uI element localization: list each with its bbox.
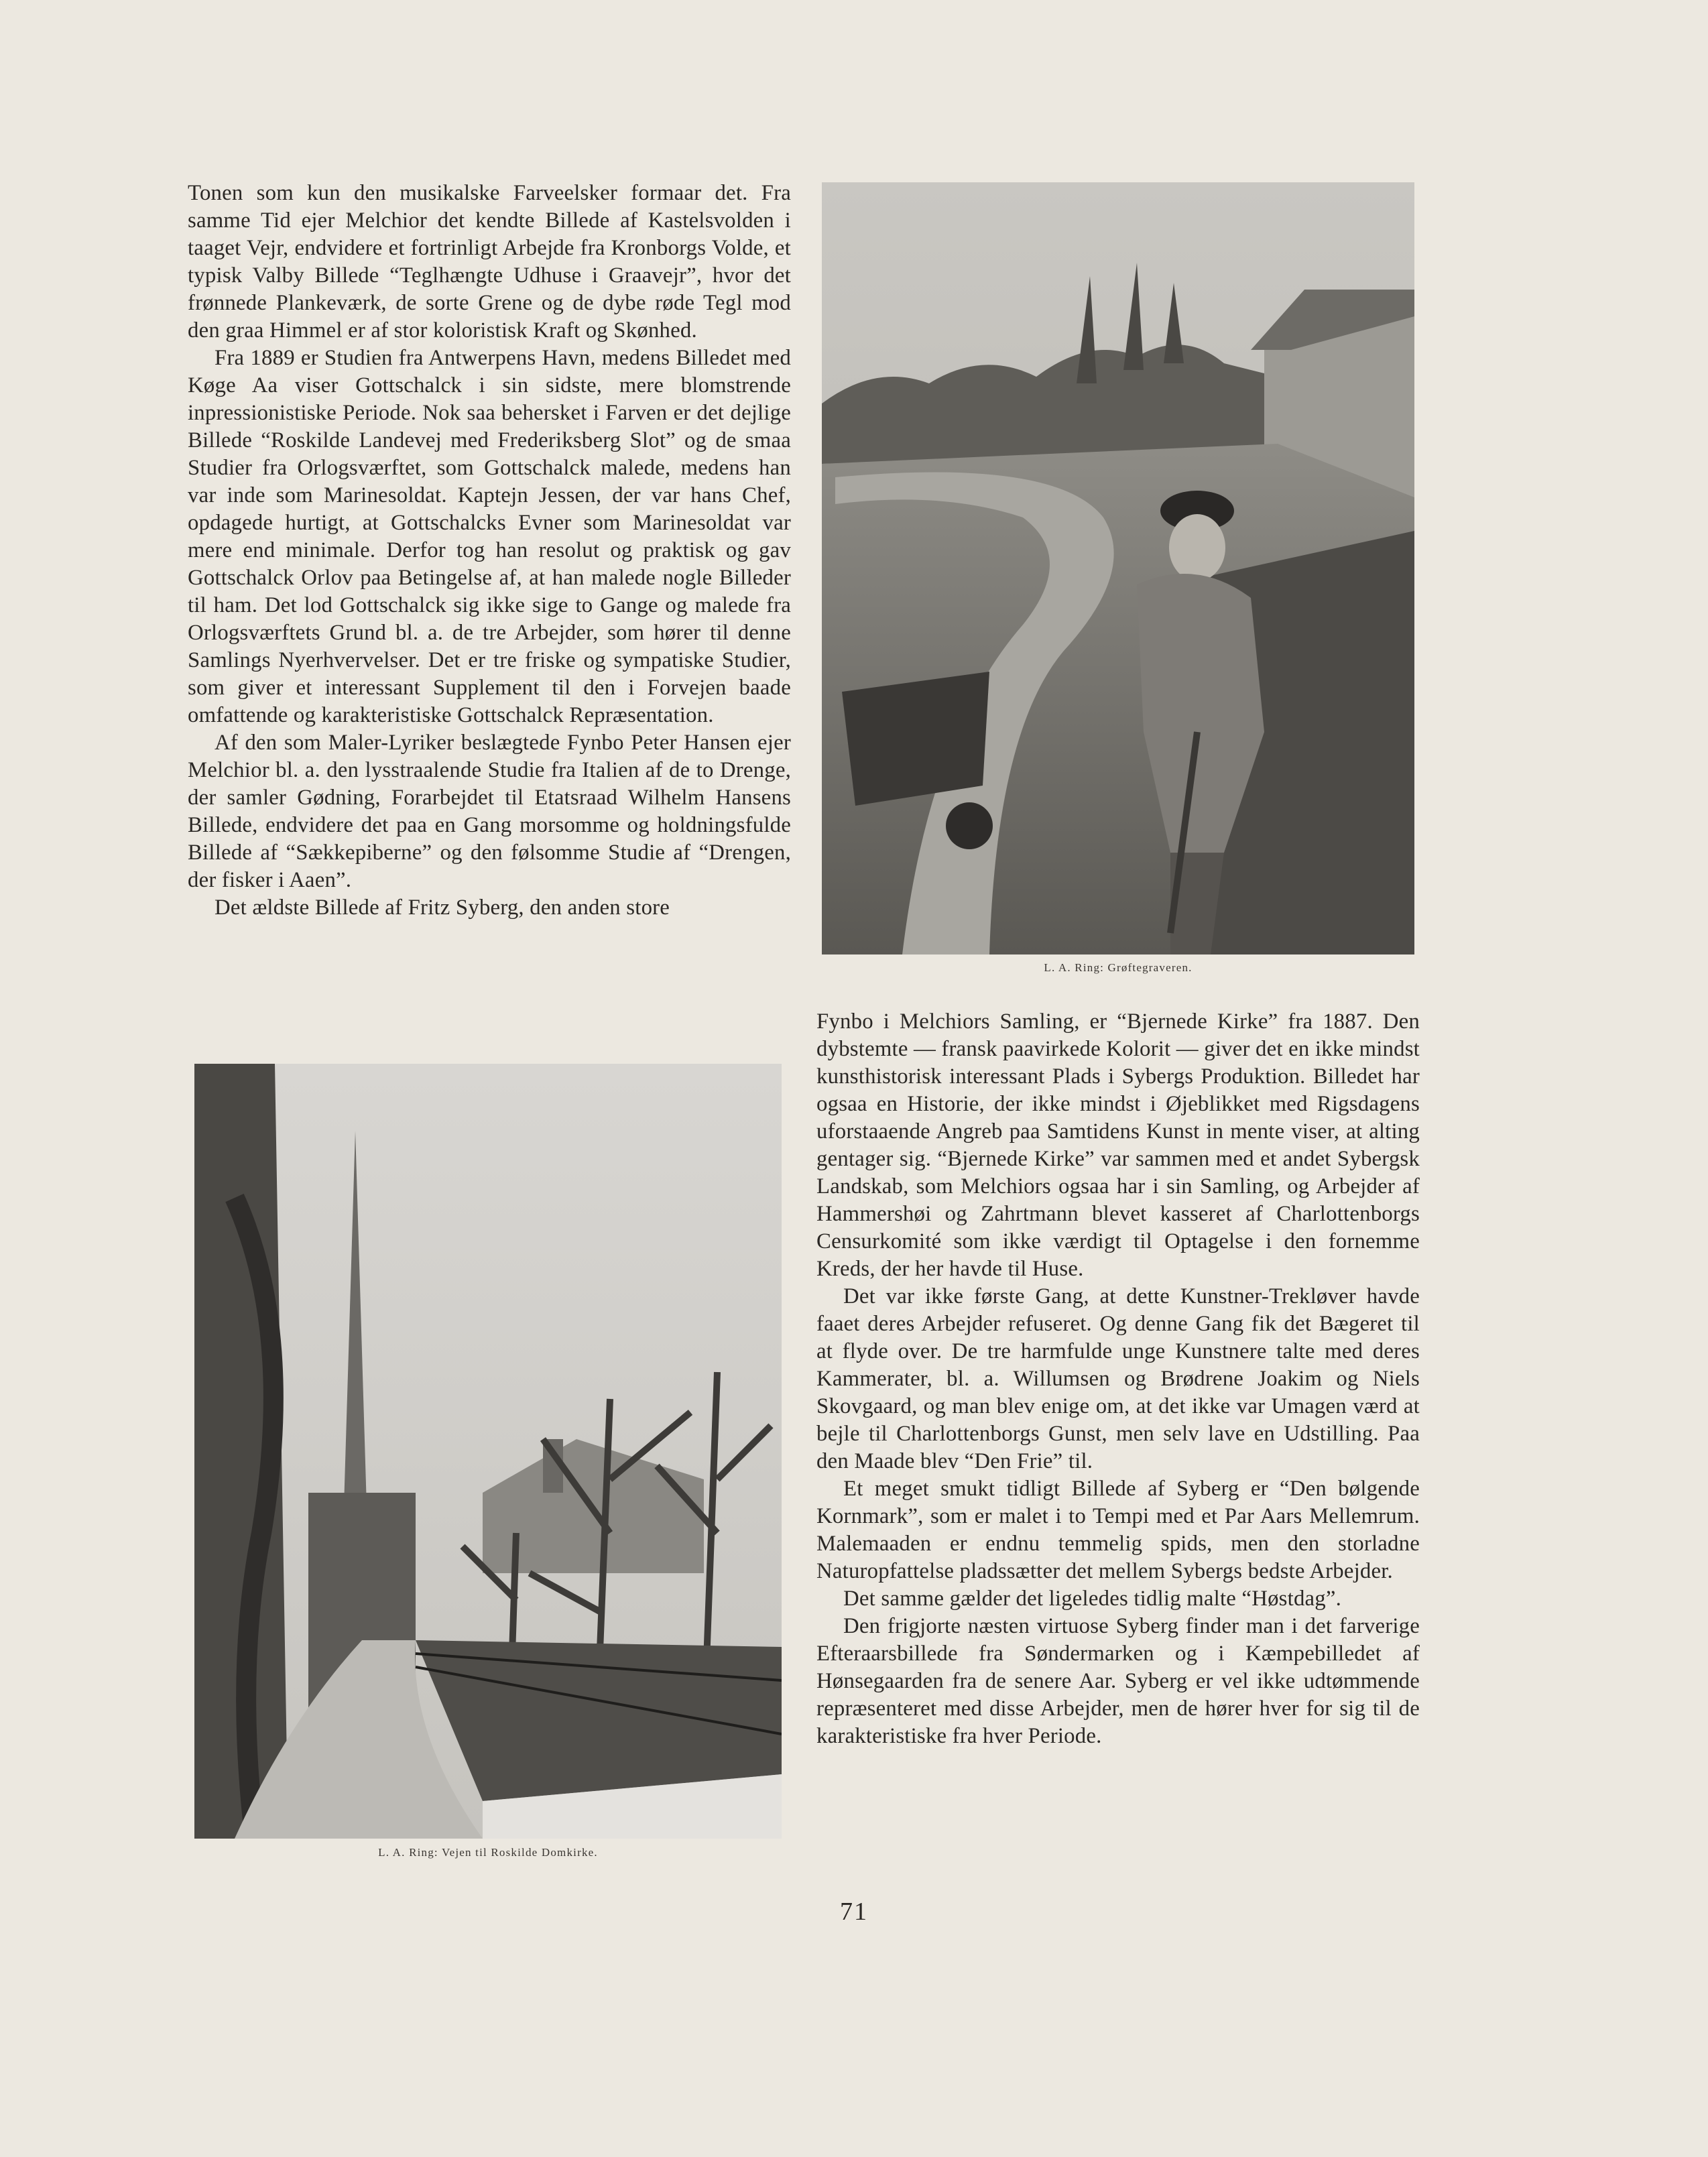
figure-caption: L. A. Ring: Grøftegraveren. (1044, 961, 1193, 974)
paragraph: Et meget smukt tidligt Billede af Syberg er “Den bølgende Kornmark”, som er malet i to Tempi med et Par Aars Mellemrum. Malemaaden er endnu temmelig spids, men den storladne Naturopfattelse pladssætter det mellem Sybergs bedste Arbejder. (816, 1477, 1420, 1583)
paragraph: Det samme gælder det ligeledes tidlig malte “Høstdag”. (843, 1587, 1342, 1611)
paragraph: Fynbo i Melchiors Samling, er “Bjernede Kirke” fra 1887. Den dybstemte — fransk paavirkede Kolorit — giver det en ikke mindst kunsthistorisk interessant Plads i Sybergs Produktion. Billedet har ogsaa en Historie, der ikke mindst i Øjeblikket med Rigsdagens uforstaaende Angreb paa Samtidens Kunst in mente viser, at alting gentager sig. “Bjernede Kirke” var sammen med et andet Sybergsk Landskab, som Melchiors ogsaa har i sin Samling, og Arbejder af Hammershøi og Zahrtmann blevet kasseret af Charlottenborgs Censurkomité som ikke værdigt til Optagelse i den fornemme Kreds, der her havde til Huse. (816, 1009, 1420, 1281)
figure-groeftegraveren (822, 182, 1414, 954)
painting-roskilde-road (194, 1064, 782, 1839)
paragraph: Det ældste Billede af Fritz Syberg, den anden store (215, 896, 670, 920)
paragraph: Tonen som kun den musikalske Farveelsker formaar det. Fra samme Tid ejer Melchior det kendte Billede af Kastelsvolden i taaget Vejr, endvidere et fortrinligt Arbejde fra Kronborgs Volde, et typisk Valby Billede “Teglhængte Udhuse i Graavejr”, hvor det frønnede Plankeværk, de sorte Grene og de dybe røde Tegl mod den graa Himmel er af stor koloristisk Kraft og Skønhed. (188, 181, 791, 343)
painting-ditch-digger (822, 182, 1414, 954)
paragraph: Fra 1889 er Studien fra Antwerpens Havn, medens Billedet med Køge Aa viser Gottschalck i sin sidste, mere blomstrende inpressionistiske Periode. Nok saa behersket i Farven er det dejlige Billede “Roskilde Landevej med Frederiksberg Slot” og de smaa Studier fra Orlogsværftet, som Gottschalck malede, medens han var inde som Marinesoldat. Kaptejn Jessen, der var hans Chef, opdagede hurtigt, at Gottschalcks Evner som Marinesoldat var mere end minimale. Derfor tog han resolut og praktisk og gav Gottschalck Orlov paa Betingelse af, at han malede nogle Billeder til ham. Det lod Gottschalck sig ikke sige to Gange og malede fra Orlogsværftets Grund bl. a. de tre Arbejder, som hører til denne Samlings Nyerhvervelser. Det er tre friske og sympatiske Studier, som giver et interessant Supplement til den i Forvejen baade omfattende og karakteristiske Gottschalck Repræsentation. (188, 346, 791, 727)
paragraph: Den frigjorte næsten virtuose Syberg finder man i det farverige Efteraarsbillede fra Søndermarken og i Kæmpebilledet af Hønsegaarden fra de senere Aar. Syberg er vel ikke udtømmende repræsenteret med disse Arbejder, men de hører hver for sig til de karakteristiske fra hver Periode. (816, 1614, 1420, 1748)
right-column-text (816, 1008, 1420, 1750)
figure-vejen-til-roskilde-domkirke (194, 1064, 782, 1839)
paragraph: Af den som Maler-Lyriker beslægtede Fynbo Peter Hansen ejer Melchior bl. a. den lysstraalende Studie fra Italien af de to Drenge, der samler Gødning, Forarbejdet til Etatsraad Wilhelm Hansens Billede, endvidere det paa en Gang morsomme og holdningsfulde Billede af “Sækkepiberne” og den følsomme Studie af “Drengen, der fisker i Aaen”. (188, 731, 791, 892)
page-number: 71 (840, 1898, 868, 1926)
left-column-text (188, 180, 791, 922)
paragraph: Det var ikke første Gang, at dette Kunstner-Trekløver havde faaet deres Arbejder refuseret. Og denne Gang fik det Bægeret til at flyde over. De tre harmfulde unge Kunstnere talte med deres Kammerater, bl. a. Willumsen og Brødrene Joakim og Niels Skovgaard, og man blev enige om, at det ikke var Umagen værd at bejle til Charlottenborgs Gunst, men selv lave en Udstilling. Paa den Maade blev “Den Frie” til. (816, 1284, 1420, 1473)
figure-caption: L. A. Ring: Vejen til Roskilde Domkirke. (378, 1846, 598, 1859)
